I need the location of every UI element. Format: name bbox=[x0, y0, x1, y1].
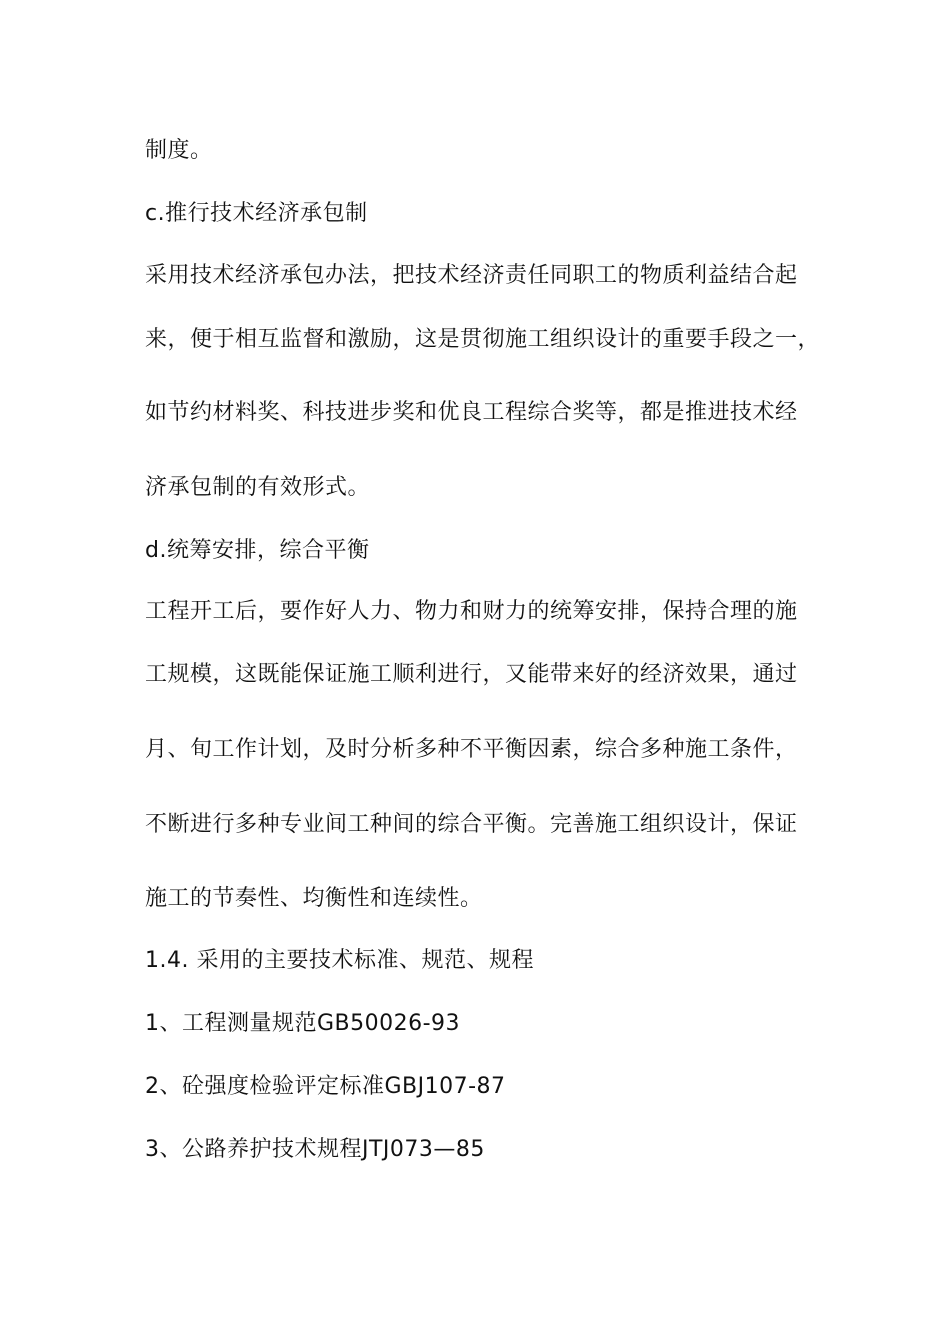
paragraph-line: 制度。 bbox=[145, 138, 213, 163]
paragraph-line: 施工的节奏性、均衡性和连续性。 bbox=[145, 886, 483, 911]
section-heading-1-4: 1.4. 采用的主要技术标准、规范、规程 bbox=[145, 948, 534, 973]
standard-item: 2、砼强度检验评定标准GBJ107-87 bbox=[145, 1074, 506, 1099]
paragraph-line: 如节约材料奖、科技进步奖和优良工程综合奖等，都是推进技术经 bbox=[145, 400, 798, 425]
paragraph-line: 月、旬工作计划，及时分析多种不平衡因素，综合多种施工条件， bbox=[145, 737, 798, 762]
paragraph-line: 济承包制的有效形式。 bbox=[145, 475, 371, 500]
paragraph-line: 工程开工后，要作好人力、物力和财力的统筹安排，保持合理的施 bbox=[145, 599, 798, 624]
paragraph-line: 工规模，这既能保证施工顺利进行，又能带来好的经济效果，通过 bbox=[145, 662, 798, 687]
paragraph-line: 采用技术经济承包办法，把技术经济责任同职工的物质利益结合起 bbox=[145, 263, 798, 288]
standard-item: 3、公路养护技术规程JTJ073—85 bbox=[145, 1137, 485, 1162]
paragraph-line: 不断进行多种专业间工种间的综合平衡。完善施工组织设计，保证 bbox=[145, 812, 798, 837]
section-heading-c: c.推行技术经济承包制 bbox=[145, 201, 368, 226]
paragraph-line: 来，便于相互监督和激励，这是贯彻施工组织设计的重要手段之一， bbox=[145, 327, 821, 352]
section-heading-d: d.统筹安排，综合平衡 bbox=[145, 538, 370, 563]
standard-item: 1、工程测量规范GB50026-93 bbox=[145, 1011, 461, 1036]
